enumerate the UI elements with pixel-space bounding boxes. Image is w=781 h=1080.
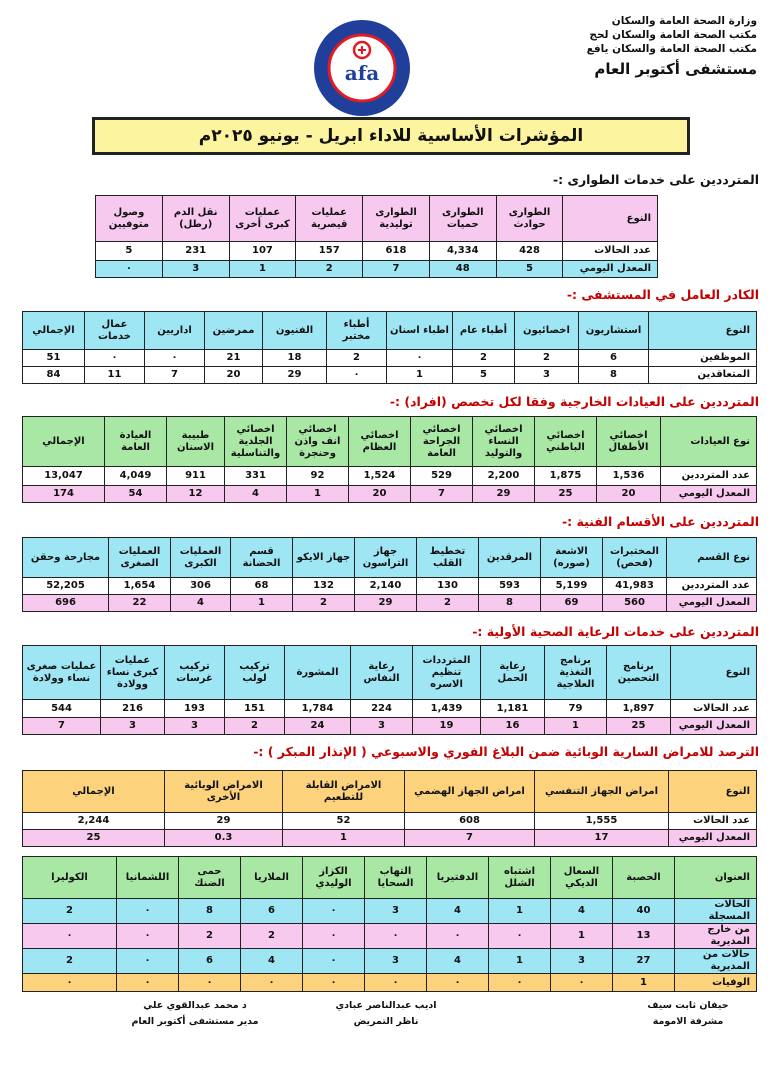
signature-role: مشرفة الامومة <box>652 1016 724 1027</box>
column-header: اخصائي الجراحة العامة <box>411 417 473 467</box>
column-header: اخصائي الجلدية والتناسلية <box>225 417 287 467</box>
table-cell: 79 <box>545 700 607 718</box>
column-header: رعاية النفاس <box>351 646 413 700</box>
column-header: وصول متوفيين <box>96 196 163 242</box>
table-cell: 2 <box>23 899 117 924</box>
row-label: عدد الحالات <box>669 813 757 830</box>
table-cell: ٠ <box>489 924 551 949</box>
section-title: الكادر العامل في المستشفى :- <box>566 287 759 302</box>
row-label: عدد المترددين <box>661 467 757 486</box>
signature-name: اديب عبدالناصر عبادي <box>335 1000 437 1011</box>
table-cell: 560 <box>603 595 667 612</box>
table-cell: 4,049 <box>105 467 167 486</box>
table-cell: ٠ <box>179 974 241 992</box>
table-cell: 1,875 <box>535 467 597 486</box>
column-header: اخصائي الباطني <box>535 417 597 467</box>
table-cell: 2 <box>225 718 285 735</box>
column-header: الإجمالي <box>23 771 165 813</box>
table-cell: 696 <box>23 595 109 612</box>
table-cell: 20 <box>349 486 411 503</box>
section-title: المترددين على الأقسام الفنية :- <box>561 514 759 529</box>
table-cell: 52,205 <box>23 578 109 595</box>
column-header: مجارحة وحقن <box>23 538 109 578</box>
table-row <box>23 367 757 384</box>
table-cell: 3 <box>551 949 613 974</box>
table-cell: ٠ <box>117 949 179 974</box>
table-cell: 51 <box>23 350 85 367</box>
table-cell: 22 <box>109 595 171 612</box>
table-cell: 4 <box>551 899 613 924</box>
column-header: قسم الحضانة <box>231 538 293 578</box>
table-cell: 25 <box>23 830 165 847</box>
column-header: النوع <box>649 312 757 350</box>
column-header: امراض الجهاز الهضمي <box>405 771 535 813</box>
org-line-ministry: وزارة الصحة العامة والسكان <box>611 15 757 27</box>
column-header: اخصائي العظام <box>349 417 411 467</box>
row-label: حالات من المديرية <box>675 949 757 974</box>
row-label: عدد المترددين <box>667 578 757 595</box>
table-cell: ٠ <box>427 974 489 992</box>
table-cell: 4 <box>171 595 231 612</box>
table-cell: 107 <box>229 242 296 261</box>
table-cell: 193 <box>165 700 225 718</box>
column-header: عمليات قيصرية <box>296 196 363 242</box>
table-cell: 54 <box>105 486 167 503</box>
table-cell: 7 <box>363 261 430 278</box>
table-cell: 2 <box>23 949 117 974</box>
table-cell: 544 <box>23 700 101 718</box>
table-cell: 331 <box>225 467 287 486</box>
column-header: الطوارى توليدية <box>363 196 430 242</box>
signature-name: حيفان ثابت سيف <box>647 1000 729 1011</box>
table-cell: 6 <box>179 949 241 974</box>
table-cell: 151 <box>225 700 285 718</box>
table-row <box>23 974 757 992</box>
table-cell: 7 <box>145 367 205 384</box>
table-cell: 12 <box>167 486 225 503</box>
table-cell: 1 <box>283 830 405 847</box>
table-cell: 29 <box>473 486 535 503</box>
table-cell: 618 <box>363 242 430 261</box>
table-row <box>23 467 757 486</box>
table-cell: 40 <box>613 899 675 924</box>
table-cell: 8 <box>579 367 649 384</box>
table-cell: 2 <box>293 595 355 612</box>
row-label: من خارج المديرية <box>675 924 757 949</box>
table-cell: 2,244 <box>23 813 165 830</box>
table-row <box>23 350 757 367</box>
table-row <box>23 486 757 503</box>
hospital-name: مستشفى أكتوبر العام <box>594 60 757 78</box>
column-header: حمى الضنك <box>179 857 241 899</box>
table-cell: 0.3 <box>165 830 283 847</box>
column-header: العيادة العامة <box>105 417 167 467</box>
table-cell: 1,555 <box>535 813 669 830</box>
table-cell: 4 <box>427 899 489 924</box>
data-table <box>22 537 757 612</box>
column-header: السعال الديكي <box>551 857 613 899</box>
table-cell: 231 <box>162 242 229 261</box>
data-table <box>22 416 757 503</box>
table-cell: ٠ <box>303 924 365 949</box>
column-header: عمليات صغرى نساء وولادة <box>23 646 101 700</box>
table-cell: 2 <box>296 261 363 278</box>
table-row <box>96 242 658 261</box>
table-cell: 3 <box>351 718 413 735</box>
org-header <box>587 14 757 80</box>
column-header: النوع <box>671 646 757 700</box>
column-header: طبيبة الاسنان <box>167 417 225 467</box>
column-header: برنامج التغذية العلاجية <box>545 646 607 700</box>
table-cell: 1 <box>551 924 613 949</box>
table-cell: 3 <box>515 367 579 384</box>
table-cell: ٠ <box>23 974 117 992</box>
table-row <box>23 830 757 847</box>
row-label: الموظفين <box>649 350 757 367</box>
table-cell: 5 <box>96 242 163 261</box>
table-cell: 1 <box>489 949 551 974</box>
column-header: الملاريا <box>241 857 303 899</box>
table-cell: 428 <box>496 242 563 261</box>
table-cell: ٠ <box>303 899 365 924</box>
signature-role: مدير مستشفى أكتوبر العام <box>131 1016 259 1027</box>
column-header: تركيب غرسات <box>165 646 225 700</box>
row-label: المعدل اليومي <box>671 718 757 735</box>
table-cell: 69 <box>541 595 603 612</box>
column-header: التهاب السحايا <box>365 857 427 899</box>
column-header: جهاز الايكو <box>293 538 355 578</box>
signature-nursing-supervisor <box>613 998 763 1030</box>
table-cell: 2 <box>327 350 387 367</box>
table-cell: ٠ <box>96 261 163 278</box>
table-cell: 13 <box>613 924 675 949</box>
table-cell: 11 <box>85 367 145 384</box>
table-cell: 4 <box>225 486 287 503</box>
table-cell: 29 <box>355 595 417 612</box>
table-cell: 608 <box>405 813 535 830</box>
table-cell: 27 <box>613 949 675 974</box>
table-header-row <box>23 646 757 700</box>
column-header: جهاز التراسون <box>355 538 417 578</box>
table-cell: 3 <box>165 718 225 735</box>
column-header: المختبرات (فحص) <box>603 538 667 578</box>
table-cell: 48 <box>429 261 496 278</box>
table-row <box>23 718 757 735</box>
table-cell: 17 <box>535 830 669 847</box>
column-header: النوع <box>563 196 658 242</box>
table-cell: 25 <box>535 486 597 503</box>
column-header: نوع العيادات <box>661 417 757 467</box>
logo-text: afa <box>344 61 380 85</box>
table-cell: 8 <box>179 899 241 924</box>
table-cell: 5 <box>496 261 563 278</box>
table-cell: ٠ <box>387 350 453 367</box>
column-header: المرقدين <box>479 538 541 578</box>
column-header: اخصائيون <box>515 312 579 350</box>
table-header-row <box>23 312 757 350</box>
table-cell: 306 <box>171 578 231 595</box>
table-cell: 1 <box>229 261 296 278</box>
table-cell: 7 <box>23 718 101 735</box>
column-header: اطباء اسنان <box>387 312 453 350</box>
table-cell: 25 <box>607 718 671 735</box>
table-cell: 7 <box>405 830 535 847</box>
column-header: النوع <box>669 771 757 813</box>
column-header: الامراض القابلة للتطعيم <box>283 771 405 813</box>
table-cell: 18 <box>263 350 327 367</box>
column-header: الدفتيريا <box>427 857 489 899</box>
table-cell: 1 <box>545 718 607 735</box>
column-header: عمليات كبرى أخرى <box>229 196 296 242</box>
column-header: الفنيون <box>263 312 327 350</box>
column-header: الطوارى حوادث <box>496 196 563 242</box>
table-cell: 5,199 <box>541 578 603 595</box>
column-header: تخطيط القلب <box>417 538 479 578</box>
column-header: أطباء مختبر <box>327 312 387 350</box>
column-header: العمليات الصغرى <box>109 538 171 578</box>
table-row <box>96 261 658 278</box>
hospital-logo <box>312 18 412 118</box>
table-cell: 2 <box>241 924 303 949</box>
column-header: أطباء عام <box>453 312 515 350</box>
column-header: الاشعة (صوره) <box>541 538 603 578</box>
column-header: الحصبة <box>613 857 675 899</box>
table-cell: 3 <box>365 949 427 974</box>
signature-name: د محمد عبدالقوي علي <box>143 1000 247 1011</box>
column-header: المترددات تنظيم الاسره <box>413 646 481 700</box>
column-header: العمليات الكبرى <box>171 538 231 578</box>
signature-hospital-director <box>110 998 280 1030</box>
column-header: الطوارى حميات <box>429 196 496 242</box>
org-line-lahj: مكتب الصحة العامة والسكان لحج <box>589 29 757 41</box>
table-cell: 5 <box>453 367 515 384</box>
column-header: المشورة <box>285 646 351 700</box>
table-cell: ٠ <box>117 924 179 949</box>
table-cell: 529 <box>411 467 473 486</box>
table-cell: 21 <box>205 350 263 367</box>
table-cell: 8 <box>479 595 541 612</box>
table-row <box>23 949 757 974</box>
table-cell: 2,140 <box>355 578 417 595</box>
table-cell: ٠ <box>23 924 117 949</box>
table-row <box>23 813 757 830</box>
table-cell: 3 <box>365 899 427 924</box>
column-header: اخصائي النساء والتوليد <box>473 417 535 467</box>
table-cell: 1,439 <box>413 700 481 718</box>
table-cell: ٠ <box>365 924 427 949</box>
column-header: اللشمانيا <box>117 857 179 899</box>
column-header: نوع القسم <box>667 538 757 578</box>
table-cell: 2,200 <box>473 467 535 486</box>
table-cell: ٠ <box>241 974 303 992</box>
table-cell: 52 <box>283 813 405 830</box>
table-cell: ٠ <box>303 949 365 974</box>
table-cell: ٠ <box>303 974 365 992</box>
table-cell: 130 <box>417 578 479 595</box>
table-cell: 911 <box>167 467 225 486</box>
column-header: العنوان <box>675 857 757 899</box>
table-cell: 593 <box>479 578 541 595</box>
table-cell: 1,536 <box>597 467 661 486</box>
table-row <box>23 899 757 924</box>
table-cell: 6 <box>241 899 303 924</box>
column-header: الكزاز الوليدي <box>303 857 365 899</box>
table-cell: 132 <box>293 578 355 595</box>
table-cell: ٠ <box>117 974 179 992</box>
column-header: برنامج التحصين <box>607 646 671 700</box>
table-row <box>23 700 757 718</box>
table-cell: 4 <box>241 949 303 974</box>
table-header-row <box>23 417 757 467</box>
column-header: عمليات كبرى نساء وولادة <box>101 646 165 700</box>
column-header: استشاريون <box>579 312 649 350</box>
org-line-yafea: مكتب الصحة العامة والسكان يافع <box>586 43 757 55</box>
table-cell: ٠ <box>365 974 427 992</box>
table-cell: 2 <box>453 350 515 367</box>
table-cell: 1 <box>387 367 453 384</box>
table-header-row <box>96 196 658 242</box>
table-cell: 224 <box>351 700 413 718</box>
column-header: عمال خدمات <box>85 312 145 350</box>
table-cell: 1 <box>613 974 675 992</box>
row-label: الحالات المسجلة <box>675 899 757 924</box>
table-cell: 1,897 <box>607 700 671 718</box>
table-header-row <box>23 857 757 899</box>
table-cell: 16 <box>481 718 545 735</box>
section-title: الترصد للامراض السارية الوبائية ضمن البلاغ الفوري والاسبوعي ( الإنذار المبكر ) :- <box>253 744 759 759</box>
table-cell: ٠ <box>85 350 145 367</box>
table-cell: 92 <box>287 467 349 486</box>
table-cell: ٠ <box>551 974 613 992</box>
row-label: عدد الحالات <box>563 242 658 261</box>
row-label: المعدل اليومي <box>669 830 757 847</box>
table-cell: 29 <box>165 813 283 830</box>
table-cell: 174 <box>23 486 105 503</box>
column-header: اخصائي الأطفال <box>597 417 661 467</box>
table-cell: 1,524 <box>349 467 411 486</box>
table-cell: 4 <box>427 949 489 974</box>
column-header: اداريين <box>145 312 205 350</box>
table-header-row <box>23 771 757 813</box>
table-cell: 20 <box>205 367 263 384</box>
table-cell: 216 <box>101 700 165 718</box>
column-header: الإجمالي <box>23 417 105 467</box>
table-row <box>23 924 757 949</box>
table-cell: 7 <box>411 486 473 503</box>
table-cell: 13,047 <box>23 467 105 486</box>
data-table <box>22 856 757 992</box>
data-table <box>22 770 757 847</box>
signature-nursing-head <box>301 998 471 1030</box>
table-cell: 1,654 <box>109 578 171 595</box>
table-cell: 1,181 <box>481 700 545 718</box>
row-label: المعدل اليومي <box>661 486 757 503</box>
row-label: المتعاقدين <box>649 367 757 384</box>
table-cell: 20 <box>597 486 661 503</box>
data-table <box>22 645 757 735</box>
table-cell: ٠ <box>117 899 179 924</box>
column-header: تركيب لولب <box>225 646 285 700</box>
table-cell: 24 <box>285 718 351 735</box>
column-header: ممرضين <box>205 312 263 350</box>
column-header: الكوليرا <box>23 857 117 899</box>
table-cell: 1 <box>489 899 551 924</box>
table-cell: 1,784 <box>285 700 351 718</box>
table-cell: ٠ <box>145 350 205 367</box>
table-cell: 2 <box>179 924 241 949</box>
row-label: المعدل اليومي <box>563 261 658 278</box>
row-label: عدد الحالات <box>671 700 757 718</box>
table-cell: 19 <box>413 718 481 735</box>
column-header: امراض الجهاز التنفسي <box>535 771 669 813</box>
report-title: المؤشرات الأساسية للاداء ابريل - يونيو ٢٠٢٥م <box>92 117 690 155</box>
table-header-row <box>23 538 757 578</box>
table-cell: 2 <box>515 350 579 367</box>
data-table <box>22 311 757 384</box>
column-header: اشتباه الشلل <box>489 857 551 899</box>
table-cell: 68 <box>231 578 293 595</box>
column-header: اخصائي انف واذن وحنجرة <box>287 417 349 467</box>
table-row <box>23 578 757 595</box>
table-cell: 41,983 <box>603 578 667 595</box>
row-label: الوفيات <box>675 974 757 992</box>
signature-role: ناظر التمريض <box>353 1016 419 1027</box>
table-cell: ٠ <box>427 924 489 949</box>
table-cell: 2 <box>417 595 479 612</box>
table-cell: 4,334 <box>429 242 496 261</box>
data-table <box>95 195 658 278</box>
table-cell: 157 <box>296 242 363 261</box>
table-cell: 1 <box>287 486 349 503</box>
table-cell: 84 <box>23 367 85 384</box>
row-label: المعدل اليومي <box>667 595 757 612</box>
table-cell: 1 <box>231 595 293 612</box>
table-cell: ٠ <box>327 367 387 384</box>
table-cell: 3 <box>101 718 165 735</box>
column-header: الامراض الوبائية الأخرى <box>165 771 283 813</box>
table-cell: 6 <box>579 350 649 367</box>
table-cell: ٠ <box>489 974 551 992</box>
section-title: المترددين على خدمات الطوارى :- <box>552 172 759 187</box>
section-title: المترددين على العيادات الخارجية وفقا لكل تخصص (افراد) :- <box>389 394 759 409</box>
section-title: المترددين على خدمات الرعاية الصحية الأولية :- <box>472 624 759 639</box>
column-header: نقل الدم (رطل) <box>162 196 229 242</box>
table-cell: 29 <box>263 367 327 384</box>
column-header: رعاية الحمل <box>481 646 545 700</box>
table-row <box>23 595 757 612</box>
column-header: الإجمالي <box>23 312 85 350</box>
table-cell: 3 <box>162 261 229 278</box>
